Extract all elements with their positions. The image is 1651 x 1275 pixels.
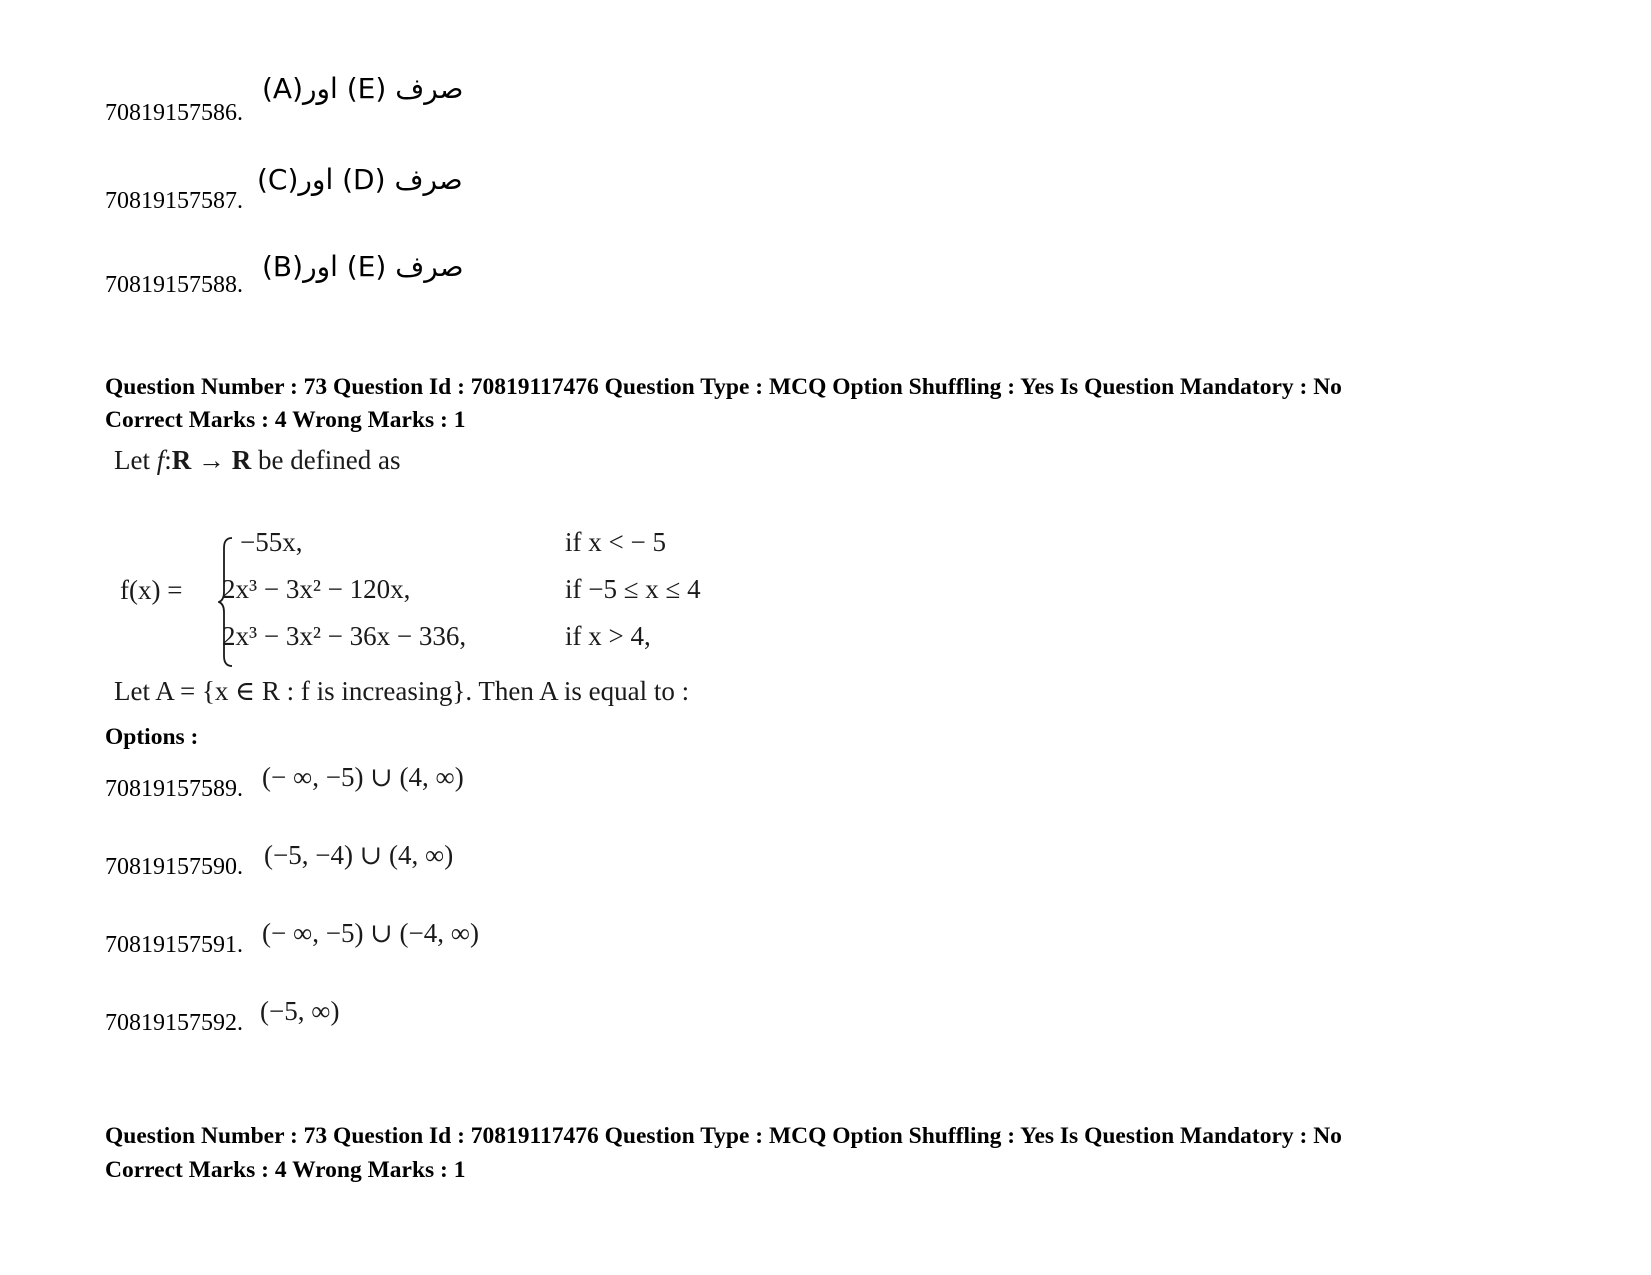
option-text: (− ∞, −5) ∪ (4, ∞) bbox=[262, 762, 464, 792]
intro-let: Let bbox=[114, 445, 150, 475]
case-condition: if −5 ≤ x ≤ 4 bbox=[565, 574, 701, 604]
question-marks: Correct Marks : 4 Wrong Marks : 1 bbox=[105, 1157, 466, 1183]
option-id: 70819157590. bbox=[105, 854, 243, 880]
intro-codomain: R bbox=[231, 445, 252, 475]
option-text: (C)اور (D) صرف bbox=[257, 163, 463, 196]
options-label: Options : bbox=[105, 724, 199, 750]
intro-arrow: → bbox=[198, 445, 226, 475]
case-expression: 2x³ − 3x² − 120x, bbox=[222, 574, 411, 604]
question-header: Question Number : 73 Question Id : 70819117476 Question Type : MCQ Option Shuffling : Yes Is Question Mandatory : No bbox=[105, 374, 1342, 400]
intro-rest: be defined as bbox=[258, 445, 401, 475]
function-label: f(x) = bbox=[120, 575, 183, 605]
option-text: (−5, ∞) bbox=[260, 996, 340, 1026]
option-id: 70819157592. bbox=[105, 1010, 243, 1036]
option-id: 70819157589. bbox=[105, 776, 243, 802]
question-intro bbox=[114, 445, 400, 476]
option-id: 70819157587. bbox=[105, 188, 243, 214]
option-text: (− ∞, −5) ∪ (−4, ∞) bbox=[262, 918, 480, 948]
case-condition: if x > 4, bbox=[565, 621, 651, 651]
option-text: (−5, −4) ∪ (4, ∞) bbox=[264, 840, 454, 870]
intro-domain: R bbox=[171, 445, 192, 475]
option-id: 70819157586. bbox=[105, 100, 243, 126]
option-text: (A)اور (E) صرف bbox=[262, 72, 464, 105]
question-marks: Correct Marks : 4 Wrong Marks : 1 bbox=[105, 407, 466, 433]
option-id: 70819157588. bbox=[105, 272, 243, 298]
option-text: (B)اور (E) صرف bbox=[262, 250, 464, 283]
option-id: 70819157591. bbox=[105, 932, 243, 958]
question-tail: Let A = {x ∈ R : f is increasing}. Then A is equal to : bbox=[114, 676, 690, 706]
intro-colon: : bbox=[164, 445, 172, 475]
case-expression: 2x³ − 3x² − 36x − 336, bbox=[222, 621, 467, 651]
case-expression: −55x, bbox=[240, 527, 303, 557]
intro-f: f bbox=[156, 445, 165, 475]
case-condition: if x < − 5 bbox=[565, 527, 666, 557]
question-header: Question Number : 73 Question Id : 70819117476 Question Type : MCQ Option Shuffling : Yes Is Question Mandatory : No bbox=[105, 1123, 1342, 1149]
